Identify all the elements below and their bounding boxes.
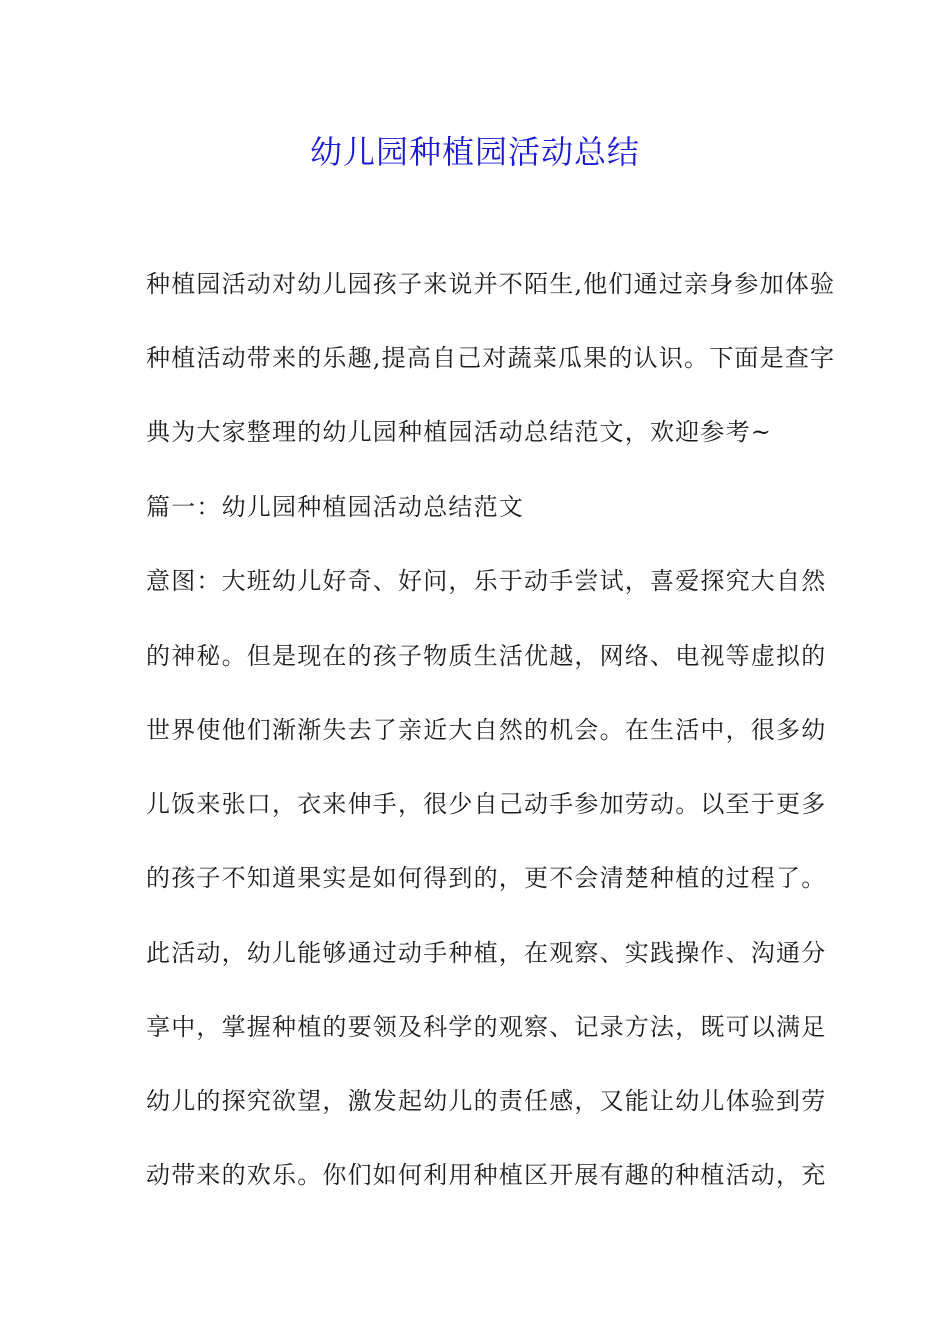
body-line-5: 意图：大班幼儿好奇、好问，乐于动手尝试，喜爱探究大自然 xyxy=(146,567,827,595)
body-line-3: 典为大家整理的幼儿园种植园活动总结范文，欢迎参考~ xyxy=(146,418,773,446)
body-line-13: 动带来的欢乐。你们如何利用种植区开展有趣的种植活动，充 xyxy=(146,1161,827,1189)
body-line-6: 的神秘。但是现在的孩子物质生活优越，网络、电视等虚拟的 xyxy=(146,642,827,670)
body-line-7: 世界使他们渐渐失去了亲近大自然的机会。在生活中，很多幼 xyxy=(146,716,827,744)
body-line-9: 的孩子不知道果实是如何得到的，更不会清楚种植的过程了。 xyxy=(146,864,827,892)
body-line-12: 幼儿的探究欲望，激发起幼儿的责任感，又能让幼儿体验到劳 xyxy=(146,1087,827,1115)
body-line-2: 种植活动带来的乐趣,提高自己对蔬菜瓜果的认识。下面是查字 xyxy=(146,344,836,372)
body-line-10: 此活动，幼儿能够通过动手种植，在观察、实践操作、沟通分 xyxy=(146,939,827,967)
section-heading: 篇一：幼儿园种植园活动总结范文 xyxy=(146,493,524,521)
document-title: 幼儿园种植园活动总结 xyxy=(309,133,640,171)
body-line-8: 儿饭来张口，衣来伸手，很少自己动手参加劳动。以至于更多 xyxy=(146,790,827,818)
body-line-1: 种植园活动对幼儿园孩子来说并不陌生,他们通过亲身参加体验 xyxy=(146,270,836,298)
body-line-11: 享中，掌握种植的要领及科学的观察、记录方法，既可以满足 xyxy=(146,1013,827,1041)
